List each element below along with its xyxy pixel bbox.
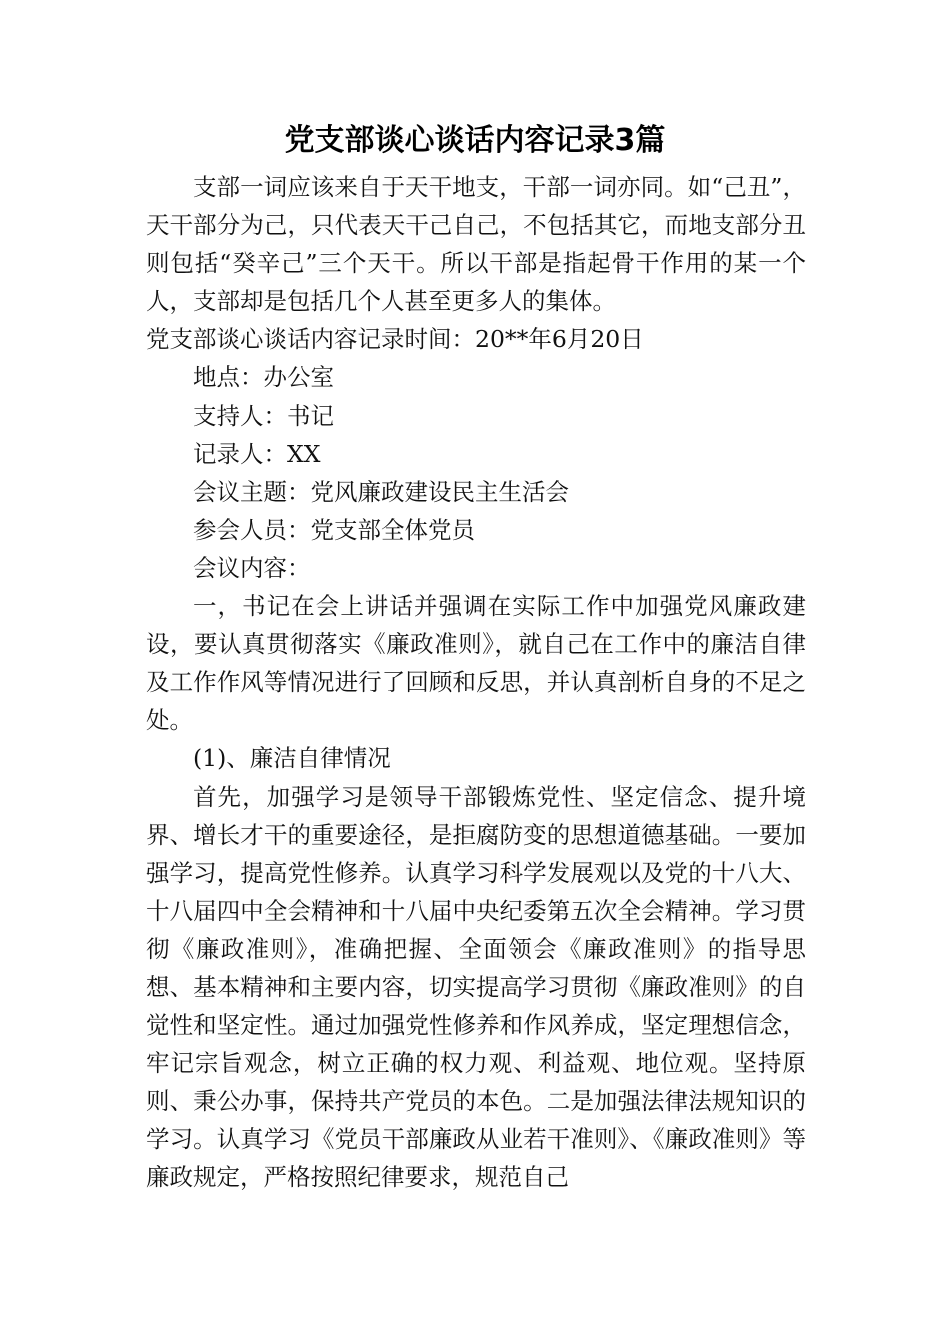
paragraph-1: 党支部谈心谈话内容记录时间：20**年6月20日 <box>146 325 644 354</box>
paragraph-6: 参会人员：党支部全体党员 <box>193 515 475 544</box>
paragraph-4: 记录人：XX <box>193 439 321 468</box>
paragraph-0: 支部一词应该来自于天干地支，干部一词亦同。如“己丑”，天干部分为己，只代表天干己自己，不包括其它，而地支部分丑则包括“癸辛己”三个天干。所以干部是指起骨干作用的某一个人，支部却是包括几个人甚至更多人的集体。 <box>146 173 806 316</box>
document-title: 党支部谈心谈话内容记录3篇 <box>284 123 666 158</box>
paragraph-2: 地点：办公室 <box>193 363 334 392</box>
paragraph-8: 一，书记在会上讲话并强调在实际工作中加强党风廉政建设，要认真贯彻落实《廉政准则》，就自己在工作中的廉洁自律及工作作风等情况进行了回顾和反思，并认真剖析自身的不足之处。 <box>146 592 806 735</box>
document-body <box>146 168 806 1197</box>
paragraph-5: 会议主题：党风廉政建设民主生活会 <box>193 477 569 506</box>
paragraph-7: 会议内容： <box>193 553 311 582</box>
paragraph-9: (1)、廉洁自律情况 <box>193 744 391 773</box>
paragraph-10: 首先，加强学习是领导干部锻炼党性、坚定信念、提升境界、增长才干的重要途径，是拒腐防变的思想道德基础。一要加强学习，提高党性修养。认真学习科学发展观以及党的十八大、十八届四中全会精神和十八届中央纪委第五次全会精神。学习贯彻《廉政准则》，准确把握、全面领会《廉政准则》的指导思想、基本精神和主要内容，切实提高学习贯彻《廉政准则》的自觉性和坚定性。通过加强党性修养和作风养成，坚定理想信念，牢记宗旨观念，树立正确的权力观、利益观、地位观。坚持原则、秉公办事，保持共产党员的本色。二是加强法律法规知识的学习。认真学习《党员干部廉政从业若干准则》、《廉政准则》等廉政规定，严格按照纪律要求，规范自己 <box>146 782 806 1192</box>
paragraph-3: 支持人：书记 <box>193 401 334 430</box>
